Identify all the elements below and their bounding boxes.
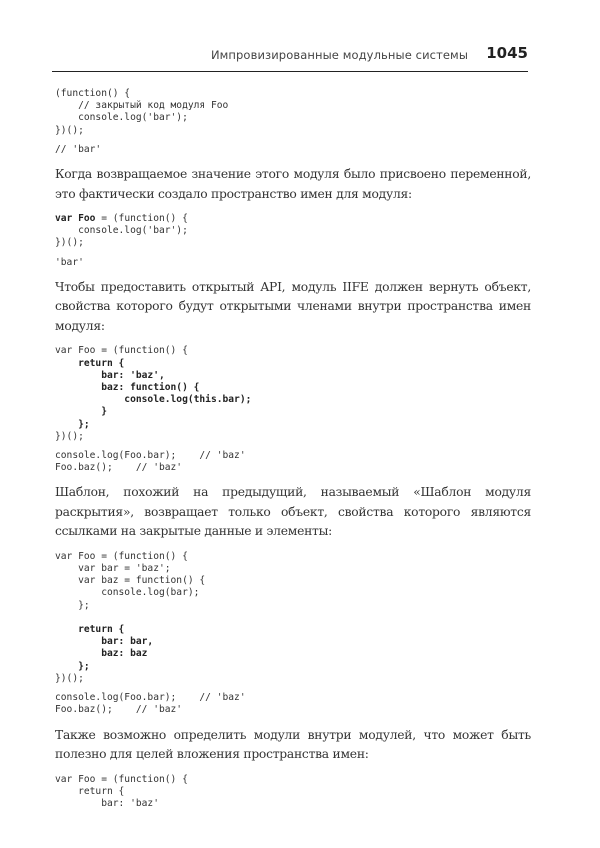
code-block-var-foo: var Foo = (function() { console.log('bar'); })();: [55, 213, 188, 249]
paragraph-public-api: Чтобы предоставить открытый API, модуль IIFE должен вернуть объект, свойства которого будут открытыми членами внутри пространства имен модуля:: [55, 279, 531, 333]
code-block-iife: (function() { // закрытый код модуля Foo console.log('bar'); })();: [55, 88, 229, 136]
code-usage-1: console.log(Foo.bar); // 'baz' Foo.baz(); // 'baz': [55, 449, 246, 474]
paragraph-revealing-module: Шаблон, похожий на предыдущий, называемый «Шаблон модуля раскрытия», возвращает только объект, свойства которого являются ссылками на закрытые данные и элементы:: [55, 485, 531, 539]
code-usage-2: console.log(Foo.bar); // 'baz' Foo.baz(); // 'baz': [55, 692, 246, 716]
code-block-public-api: var Foo = (function() { return { bar: 'baz', baz: function() { console.log(this.bar); } }; })();: [55, 345, 252, 442]
code-output-1: // 'bar': [55, 143, 102, 155]
page-body: [55, 88, 531, 810]
paragraph-nested-modules: Также возможно определить модули внутри модулей, что может быть полезно для целей вложения пространства имен:: [55, 727, 531, 761]
chapter-title: Импровизированные модульные системы: [210, 48, 468, 62]
code-output-2: 'bar': [55, 256, 84, 268]
paragraph-namespace: Когда возвращаемое значение этого модуля было присвоено переменной, это фактически создало пространство имен для модуля:: [55, 167, 531, 201]
code-block-revealing-module: var Foo = (function() { var bar = 'baz'; var baz = function() { console.log(bar); }; return { bar: bar, baz: baz }; })();: [55, 550, 206, 684]
running-header: [52, 44, 528, 72]
page-number: 1045: [486, 44, 528, 62]
code-block-nested: var Foo = (function() { return { bar: 'baz': [55, 773, 188, 809]
